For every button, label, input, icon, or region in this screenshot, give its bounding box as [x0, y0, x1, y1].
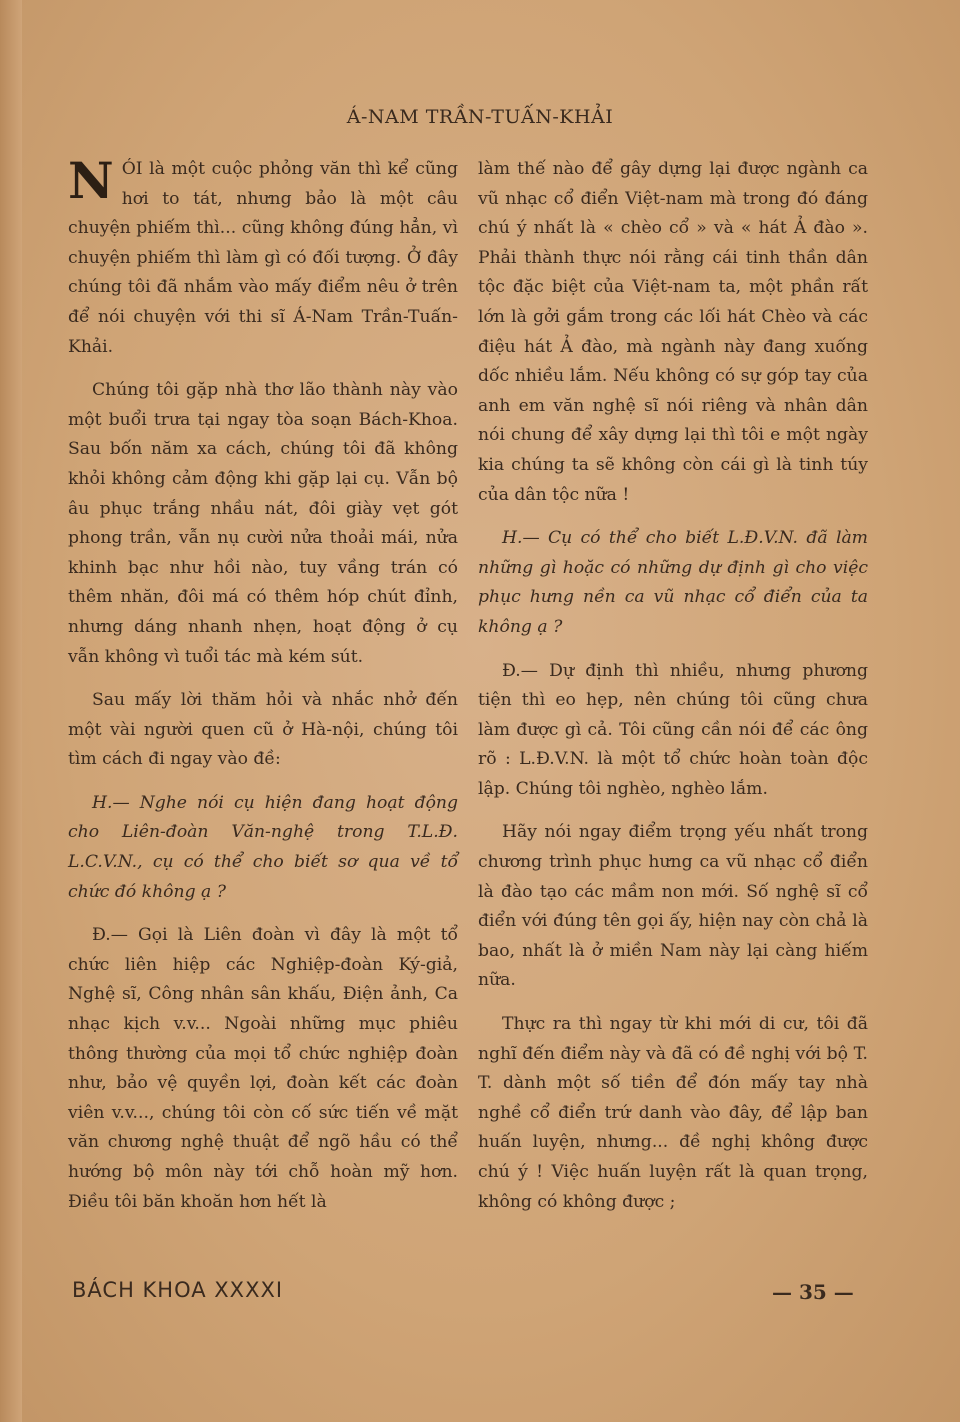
left-column: [68, 151, 458, 1231]
meeting-paragraph: Chúng tôi gặp nhà thơ lão thành này vào một buổi trưa tại ngay tòa soạn Bách-Khoa. Sau bốn năm xa cách, chúng tôi đã không khỏi không cảm động khi gặp lại cụ. Vẫn bộ âu phục trắng nhầu nát, đôi giày vẹt gót phong trần, vẫn nụ cười nửa thoải mái, nửa khinh bạc như hồi nào, tuy vầng trán có thêm nhăn, đôi má có thêm hóp chút đỉnh, nhưng dáng nhanh nhẹn, hoạt động ở cụ vẫn không vì tuổi tác mà kém sút.: [68, 380, 458, 667]
intro-text: ÓI là một cuộc phỏng văn thì kể cũng hơi to tát, nhưng bảo là một câu chuyện phiếm thì... cũng không đúng hẳn, vì chuyện phiếm thì làm gì có đối tượng. Ở đây chúng tôi đã nhắm vào mấy điểm nêu ở trên để nói chuyện với thi sĩ Á-Nam Trần-Tuấn-Khải.: [68, 159, 458, 357]
drop-cap: N: [68, 151, 114, 210]
greeting-paragraph: Sau mấy lời thăm hỏi và nhắc nhở đến một vài người quen cũ ở Hà-nội, chúng tôi tìm cách đi ngay vào đề:: [68, 690, 458, 770]
question-1: H.— Nghe nói cụ hiện đang hoạt động cho Liên-đoàn Văn-nghệ trong T.L.Đ. L.C.V.N., cụ có thể cho biết sơ qua về tổ chức đó không ạ ?: [68, 792, 458, 902]
journal-footer: BÁCH KHOA XXXXI: [72, 1278, 284, 1302]
answer-1-continued: làm thế nào để gây dựng lại được ngành ca vũ nhạc cổ điển Việt-nam mà trong đó đáng chú ý nhất là « chèo cổ » và « hát Ả đào ». Phải thành thực nói rằng cái tinh thần dân tộc đặc biệt của Việt-nam ta, một phần rất lớn là gởi gắm trong các lối hát Chèo và các điệu hát Ả đào, mà ngành này đang xuống dốc nhiều lắm. Nếu không có sự góp tay của anh em văn nghệ sĩ nói riêng và nhân dân nói chung để xây dựng lại thì tôi e một ngày kia chúng ta sẽ không còn cái gì là tinh túy của dân tộc nữa !: [478, 159, 868, 505]
answer-2: Đ.— Dự định thì nhiều, nhưng phương tiện thì eo hẹp, nên chúng tôi cũng chưa làm được gì cả. Tôi cũng cần nói để các ông rõ : L.Đ.V.N. là một tổ chức hoàn toàn độc lập. Chúng tôi nghèo, nghèo lắm.: [478, 660, 868, 799]
intro-paragraph: [68, 151, 458, 362]
running-head: Á-NAM TRẦN-TUẤN-KHẢI: [346, 106, 614, 128]
proposal-paragraph: Thực ra thì ngay từ khi mới di cư, tôi đã nghĩ đến điểm này và đã có đề nghị với bộ T. T. dành một số tiền để đón mấy tay nhà nghề cổ điển trứ danh vào đây, để lập ban huấn luyện, nhưng... đề nghị không được chú ý ! Việc huấn luyện rất là quan trọng, không có không được ;: [478, 1014, 868, 1212]
answer-1: Đ.— Gọi là Liên đoàn vì đây là một tổ chức liên hiệp các Nghiệp-đoàn Ký-giả, Nghệ sĩ, Công nhân sân khấu, Điện ảnh, Ca nhạc kịch v.v... Ngoài những mục phiêu thông thường của mọi tổ chức nghiệp đoàn như, bảo vệ quyền lợi, đoàn kết các đoàn viên v.v..., chúng tôi còn cố sức tiến về mặt văn chương nghệ thuật để ngõ hầu có thể hướng bộ môn này tới chỗ hoàn mỹ hơn. Điều tôi băn khoăn hơn hết là: [68, 925, 458, 1212]
right-column: [478, 155, 868, 1231]
training-paragraph: Hãy nói ngay điểm trọng yếu nhất trong chương trình phục hưng ca vũ nhạc cổ điển là đào tạo các mầm non mới. Số nghệ sĩ cổ điển với đúng tên gọi ấy, hiện nay còn chả là bao, nhất là ở miền Nam này lại càng hiếm nữa.: [478, 822, 868, 991]
question-2: H.— Cụ có thể cho biết L.Đ.V.N. đã làm những gì hoặc có những dự định gì cho việc phục hưng nền ca vũ nhạc cổ điển của ta không ạ ?: [478, 528, 868, 637]
page-number: — 35 —: [772, 1280, 854, 1304]
page-spine-shadow: [0, 0, 22, 1422]
